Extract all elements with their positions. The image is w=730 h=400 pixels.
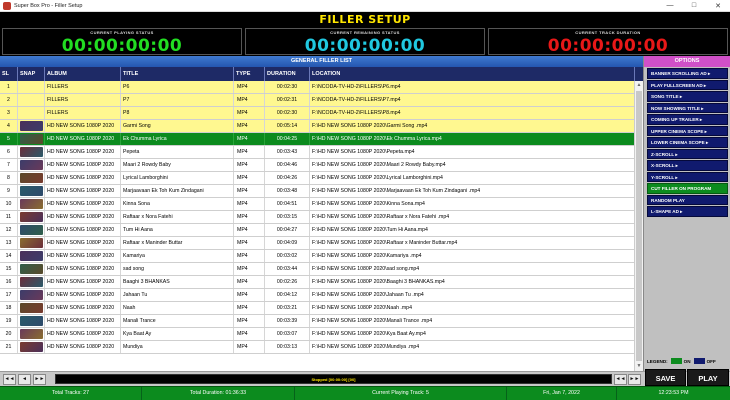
row-snap: [18, 302, 45, 314]
row-sl: 6: [0, 146, 18, 158]
snapshot-thumbnail: [20, 303, 43, 313]
row-type: MP4: [234, 198, 265, 210]
row-title: Pepeta: [121, 146, 234, 158]
option-button[interactable]: COMING UP TRAILER ▸: [647, 114, 728, 125]
row-title: Tum Hi Aana: [121, 224, 234, 236]
row-sl: 13: [0, 237, 18, 249]
row-type: MP4: [234, 172, 265, 184]
row-album: HD NEW SONG 1080P 2020: [45, 172, 121, 184]
snapshot-thumbnail: [20, 238, 43, 248]
row-title: Naah: [121, 302, 234, 314]
current-time: 12:23:53 PM: [658, 390, 689, 396]
row-type: MP4: [234, 302, 265, 314]
table-row[interactable]: [0, 315, 643, 328]
rewind-fast-button[interactable]: ◄◄: [3, 374, 16, 385]
table-row[interactable]: [0, 120, 643, 133]
option-button[interactable]: BANNER SCROLLING AD ▸: [647, 68, 728, 79]
row-location: F:\NCODA-TV-HD-2\FILLERS\P6.mp4: [310, 81, 635, 93]
row-sl: 12: [0, 224, 18, 236]
row-location: F:\HD NEW SONG 1080P 2020\Marjaavaan Ek Toh Kum Zindagani .mp4: [310, 185, 635, 197]
table-row[interactable]: [0, 146, 643, 159]
table-row[interactable]: [0, 341, 643, 354]
snapshot-thumbnail: [20, 134, 43, 144]
row-sl: 9: [0, 185, 18, 197]
row-duration: 00:03:39: [265, 315, 310, 327]
row-snap: [18, 315, 45, 327]
snapshot-thumbnail: [20, 342, 43, 352]
row-sl: 17: [0, 289, 18, 301]
row-sl: 10: [0, 198, 18, 210]
row-duration: 00:04:09: [265, 237, 310, 249]
row-snap: [18, 94, 45, 106]
row-type: MP4: [234, 250, 265, 262]
row-title: Ek Chumma Lyrica: [121, 133, 234, 145]
column-header-type[interactable]: TYPE: [234, 67, 265, 81]
option-button[interactable]: NOW SHOWING TITLE ▸: [647, 103, 728, 114]
minimize-icon[interactable]: —: [666, 2, 674, 9]
row-location: F:\HD NEW SONG 1080P 2020\Garmi Song .mp4: [310, 120, 635, 132]
row-title: Raftaar x Maninder Buttar: [121, 237, 234, 249]
row-duration: 00:05:14: [265, 120, 310, 132]
snapshot-thumbnail: [20, 121, 43, 131]
scrollbar-thumb[interactable]: [636, 91, 642, 361]
row-duration: 00:02:31: [265, 94, 310, 106]
row-title: Baaghi 3 BHANKAS: [121, 276, 234, 288]
row-snap: [18, 263, 45, 275]
row-album: HD NEW SONG 1080P 2020: [45, 159, 121, 171]
header-panel: [0, 12, 730, 56]
snapshot-thumbnail: [20, 251, 43, 261]
close-icon[interactable]: ✕: [715, 2, 721, 10]
table-row[interactable]: [0, 276, 643, 289]
row-album: FILLERS: [45, 81, 121, 93]
snapshot-thumbnail: [20, 147, 43, 157]
row-location: F:\HD NEW SONG 1080P 2020\Manali Trance .mp4: [310, 315, 635, 327]
option-button[interactable]: Y-SCROLL ▸: [647, 172, 728, 183]
row-type: MP4: [234, 159, 265, 171]
column-header-title[interactable]: TITLE: [121, 67, 234, 81]
row-type: MP4: [234, 276, 265, 288]
row-title: Kya Baat Ay: [121, 328, 234, 340]
row-album: HD NEW SONG 1080P 2020: [45, 185, 121, 197]
legend-on-label: ON: [683, 358, 691, 364]
vertical-scrollbar[interactable]: [634, 81, 643, 371]
row-duration: 00:04:46: [265, 159, 310, 171]
total-tracks: Total Tracks: 27: [0, 387, 142, 400]
snapshot-thumbnail: [20, 212, 43, 222]
row-type: MP4: [234, 224, 265, 236]
row-sl: 19: [0, 315, 18, 327]
row-sl: 14: [0, 250, 18, 262]
option-button[interactable]: L-SHAPE AD ▸: [647, 206, 728, 217]
row-duration: 00:04:12: [265, 289, 310, 301]
column-header-duration[interactable]: DURATION: [265, 67, 310, 81]
row-album: FILLERS: [45, 107, 121, 119]
window-titlebar: [0, 0, 730, 12]
snapshot-empty: [20, 94, 43, 104]
row-snap: [18, 81, 45, 93]
snapshot-thumbnail: [20, 160, 43, 170]
row-album: HD NEW SONG 1080P 2020: [45, 198, 121, 210]
row-sl: 20: [0, 328, 18, 340]
row-snap: [18, 289, 45, 301]
row-location: F:\HD NEW SONG 1080P 2020\Raftaar x Maninder Buttar.mp4: [310, 237, 635, 249]
row-duration: 00:03:13: [265, 341, 310, 353]
row-sl: 2: [0, 94, 18, 106]
row-duration: 00:02:30: [265, 81, 310, 93]
option-button[interactable]: RANDOM PLAY: [647, 195, 728, 206]
row-location: F:\HD NEW SONG 1080P 2020\Kya Baat Ay.mp4: [310, 328, 635, 340]
table-row[interactable]: [0, 328, 643, 341]
row-sl: 5: [0, 133, 18, 145]
row-album: HD NEW SONG 1080P 2020: [45, 328, 121, 340]
row-sl: 21: [0, 341, 18, 353]
row-type: MP4: [234, 120, 265, 132]
total-duration: Total Duration: 01:36:33: [142, 387, 295, 400]
row-snap: [18, 146, 45, 158]
option-button[interactable]: CUT FILLER ON PROGRAM: [647, 183, 728, 194]
snapshot-empty: [20, 107, 43, 117]
row-title: P7: [121, 94, 234, 106]
row-snap: [18, 237, 45, 249]
snapshot-thumbnail: [20, 290, 43, 300]
row-snap: [18, 185, 45, 197]
option-button[interactable]: PLAY FULLSCREEN AD ▸: [647, 80, 728, 91]
column-header-sl[interactable]: SL: [0, 67, 18, 81]
row-snap: [18, 250, 45, 262]
maximize-icon[interactable]: □: [691, 2, 697, 9]
play-button[interactable]: PLAY: [687, 369, 729, 386]
row-title: Kinna Sona: [121, 198, 234, 210]
row-sl: 18: [0, 302, 18, 314]
row-album: HD NEW SONG 1080P 2020: [45, 289, 121, 301]
row-type: MP4: [234, 328, 265, 340]
row-type: MP4: [234, 133, 265, 145]
row-location: F:\HD NEW SONG 1080P 2020\Kamariya .mp4: [310, 250, 635, 262]
status-value: 00:00:00:00: [547, 36, 669, 56]
row-type: MP4: [234, 211, 265, 223]
row-location: F:\HD NEW SONG 1080P 2020\Maari 2 Rowdy Baby.mp4: [310, 159, 635, 171]
row-snap: [18, 211, 45, 223]
seek-forward-button[interactable]: ►►: [628, 374, 641, 385]
row-duration: 00:04:26: [265, 172, 310, 184]
status-label: CURRENT PLAYING STATUS: [90, 30, 154, 35]
row-sl: 11: [0, 211, 18, 223]
option-button[interactable]: SONG TITLE ▸: [647, 91, 728, 102]
table-header: [0, 67, 643, 81]
current-remaining-status: [245, 28, 485, 55]
row-snap: [18, 172, 45, 184]
row-album: HD NEW SONG 1080P 2020: [45, 315, 121, 327]
row-type: MP4: [234, 315, 265, 327]
row-duration: 00:04:27: [265, 224, 310, 236]
row-album: FILLERS: [45, 94, 121, 106]
row-type: MP4: [234, 341, 265, 353]
current-date: Fri, Jan 7, 2022: [507, 387, 617, 400]
row-duration: 00:03:43: [265, 146, 310, 158]
option-button[interactable]: X-SCROLL ▸: [647, 160, 728, 171]
row-duration: 00:02:30: [265, 107, 310, 119]
table-row[interactable]: [0, 250, 643, 263]
snapshot-thumbnail: [20, 225, 43, 235]
row-location: F:\HD NEW SONG 1080P 2020\Raftaar x Nora Fatehi .mp4: [310, 211, 635, 223]
table-row[interactable]: [0, 81, 643, 94]
row-sl: 7: [0, 159, 18, 171]
save-button[interactable]: SAVE: [645, 369, 686, 386]
current-track-duration: [488, 28, 728, 55]
table-row[interactable]: [0, 198, 643, 211]
options-heading: OPTIONS: [644, 56, 730, 67]
row-duration: 00:02:26: [265, 276, 310, 288]
row-album: HD NEW SONG 1080P 2020: [45, 250, 121, 262]
row-type: MP4: [234, 81, 265, 93]
scroll-down-icon[interactable]: ▼: [636, 363, 642, 369]
app-logo-icon: [3, 2, 11, 10]
row-title: P6: [121, 81, 234, 93]
table-row[interactable]: [0, 263, 643, 276]
current-playing-status: [2, 28, 242, 55]
row-location: F:\HD NEW SONG 1080P 2020\Pepeta.mp4: [310, 146, 635, 158]
row-album: HD NEW SONG 1080P 2020: [45, 120, 121, 132]
row-location: F:\NCODA-TV-HD-2\FILLERS\P8.mp4: [310, 107, 635, 119]
snapshot-thumbnail: [20, 199, 43, 209]
row-album: HD NEW SONG 1080P 2020: [45, 224, 121, 236]
status-bar: [0, 386, 730, 400]
page-title: FILLER SETUP: [319, 13, 411, 26]
row-snap: [18, 198, 45, 210]
status-value: 00:00:00:00: [61, 36, 183, 56]
row-title: Mundiya: [121, 341, 234, 353]
row-title: Manali Trance: [121, 315, 234, 327]
row-album: HD NEW SONG 1080P 2020: [45, 237, 121, 249]
table-row[interactable]: [0, 211, 643, 224]
row-album: HD NEW SONG 1080P 2020: [45, 341, 121, 353]
table-row[interactable]: [0, 94, 643, 107]
row-sl: 1: [0, 81, 18, 93]
row-duration: 00:04:25: [265, 133, 310, 145]
row-album: HD NEW SONG 1080P 2020: [45, 263, 121, 275]
row-type: MP4: [234, 94, 265, 106]
legend-on-swatch: [671, 358, 682, 364]
row-type: MP4: [234, 185, 265, 197]
seek-back-button[interactable]: ◄◄: [614, 374, 627, 385]
row-duration: 00:03:15: [265, 211, 310, 223]
row-title: sad song: [121, 263, 234, 275]
snapshot-thumbnail: [20, 173, 43, 183]
snapshot-thumbnail: [20, 316, 43, 326]
row-sl: 15: [0, 263, 18, 275]
table-row[interactable]: [0, 107, 643, 120]
row-type: MP4: [234, 107, 265, 119]
row-duration: 00:03:21: [265, 302, 310, 314]
row-location: F:\HD NEW SONG 1080P 2020\Jahaan Tu .mp4: [310, 289, 635, 301]
snapshot-empty: [20, 81, 43, 91]
row-title: Marjaavaan Ek Toh Kum Zindagani: [121, 185, 234, 197]
table-row[interactable]: [0, 289, 643, 302]
row-location: F:\HD NEW SONG 1080P 2020\Lyrical Lamborghini.mp4: [310, 172, 635, 184]
row-location: F:\HD NEW SONG 1080P 2020\Baaghi 3 BHANKAS.mp4: [310, 276, 635, 288]
table-body: [0, 81, 643, 354]
row-sl: 3: [0, 107, 18, 119]
row-location: F:\HD NEW SONG 1080P 2020\Tum Hi Aana.mp4: [310, 224, 635, 236]
legend-label: LEGEND:: [647, 358, 668, 364]
row-album: HD NEW SONG 1080P 2020: [45, 133, 121, 145]
row-title: Garmi Song: [121, 120, 234, 132]
table-row[interactable]: [0, 237, 643, 250]
row-album: HD NEW SONG 1080P 2020: [45, 276, 121, 288]
table-row[interactable]: [0, 224, 643, 237]
options-panel: [643, 56, 730, 371]
row-title: P8: [121, 107, 234, 119]
row-title: Lyrical Lamborghini: [121, 172, 234, 184]
status-value: 00:00:00:00: [304, 36, 426, 56]
column-header-snap[interactable]: SNAP: [18, 67, 45, 81]
row-duration: 00:03:48: [265, 185, 310, 197]
row-type: MP4: [234, 146, 265, 158]
row-type: MP4: [234, 289, 265, 301]
column-header-location[interactable]: LOCATION: [310, 67, 635, 81]
column-header-album[interactable]: ALBUM: [45, 67, 121, 81]
snapshot-thumbnail: [20, 186, 43, 196]
table-row[interactable]: [0, 185, 643, 198]
option-button[interactable]: UPPER CINEMA SCOPE ▸: [647, 126, 728, 137]
table-row[interactable]: [0, 133, 643, 146]
row-duration: 00:04:51: [265, 198, 310, 210]
row-snap: [18, 328, 45, 340]
row-type: MP4: [234, 263, 265, 275]
legend-off-label: OFF: [706, 358, 716, 364]
row-album: HD NEW SONG 1080P 2020: [45, 146, 121, 158]
row-sl: 4: [0, 120, 18, 132]
row-location: F:\NCODA-TV-HD-2\FILLERS\P7.mp4: [310, 94, 635, 106]
table-row[interactable]: [0, 302, 643, 315]
filler-table: [0, 67, 643, 371]
row-sl: 16: [0, 276, 18, 288]
row-location: F:\HD NEW SONG 1080P 2020\Mundiya .mp4: [310, 341, 635, 353]
row-sl: 8: [0, 172, 18, 184]
snapshot-thumbnail: [20, 277, 43, 287]
row-duration: 00:03:44: [265, 263, 310, 275]
row-type: MP4: [234, 237, 265, 249]
row-title: Maari 2 Rowdy Baby: [121, 159, 234, 171]
previous-button[interactable]: ◄: [18, 374, 31, 385]
row-album: HD NEW SONG 1080P 2020: [45, 302, 121, 314]
option-button[interactable]: Z-SCROLL ▸: [647, 149, 728, 160]
row-title: Kamariya: [121, 250, 234, 262]
legend-off-swatch: [694, 358, 705, 364]
window-title: Super Box Pro - Filler Setup: [14, 2, 83, 9]
row-duration: 00:03:02: [265, 250, 310, 262]
row-snap: [18, 341, 45, 353]
row-duration: 00:03:07: [265, 328, 310, 340]
row-snap: [18, 107, 45, 119]
playback-status-text: Stopped [00:00:00] [00]: [311, 377, 356, 382]
legend: [647, 358, 716, 364]
scroll-up-icon[interactable]: ▲: [636, 82, 642, 88]
row-location: F:\HD NEW SONG 1080P 2020\sad song.mp4: [310, 263, 635, 275]
forward-fast-button[interactable]: ►►: [33, 374, 46, 385]
row-snap: [18, 120, 45, 132]
table-row[interactable]: [0, 172, 643, 185]
general-filler-list-heading: GENERAL FILLER LIST: [0, 56, 643, 67]
snapshot-thumbnail: [20, 329, 43, 339]
row-snap: [18, 276, 45, 288]
status-label: CURRENT TRACK DURATION: [575, 30, 641, 35]
table-row[interactable]: [0, 159, 643, 172]
snapshot-thumbnail: [20, 264, 43, 274]
playback-controls: [0, 371, 730, 386]
playback-progress[interactable]: [55, 374, 612, 384]
row-title: Jahaan Tu: [121, 289, 234, 301]
row-location: F:\HD NEW SONG 1080P 2020\Ek Chumma Lyrica.mp4: [310, 133, 635, 145]
current-playing-track: Current Playing Track: 5: [295, 387, 507, 400]
row-location: F:\HD NEW SONG 1080P 2020\Naah .mp4: [310, 302, 635, 314]
row-album: HD NEW SONG 1080P 2020: [45, 211, 121, 223]
option-button[interactable]: LOWER CINEMA SCOPE ▸: [647, 137, 728, 148]
row-location: F:\HD NEW SONG 1080P 2020\Kinna Sona.mp4: [310, 198, 635, 210]
row-snap: [18, 224, 45, 236]
row-title: Raftaar x Nora Fatehi: [121, 211, 234, 223]
status-label: CURRENT REMAINING STATUS: [330, 30, 400, 35]
row-snap: [18, 159, 45, 171]
row-snap: [18, 133, 45, 145]
